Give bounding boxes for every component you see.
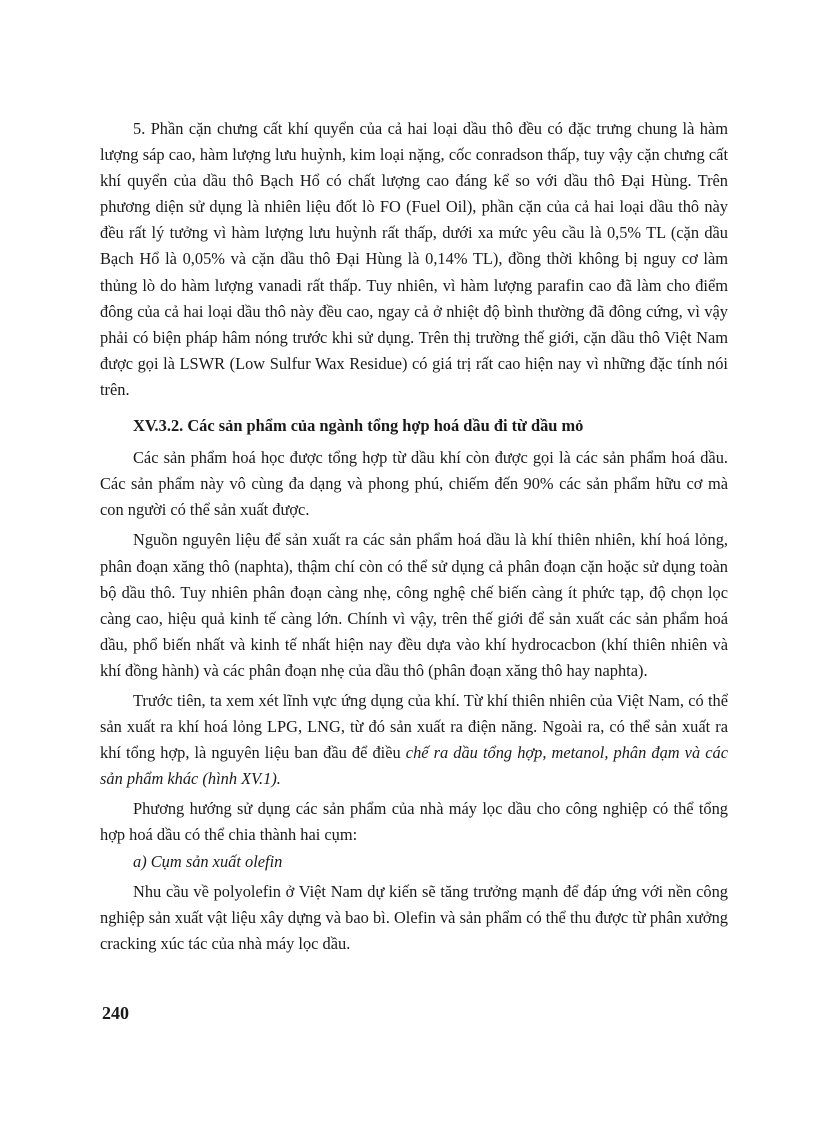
- paragraph-gas: [100, 688, 728, 792]
- subheading-olefin: a) Cụm sản xuất olefin: [133, 851, 283, 871]
- paragraph-direction: Phương hướng sử dụng các sản phẩm của nhà máy lọc dầu cho công nghiệp có thể tổng hợp hoá dầu có thể chia thành hai cụm:: [100, 799, 728, 845]
- paragraph-olefin: Nhu cầu về polyolefin ở Việt Nam dự kiến sẽ tăng trưởng mạnh để đáp ứng với nền công nghiệp sản xuất vật liệu xây dựng và bao bì. Olefin và sản phẩm có thể thu được từ phân xưởng cracking xúc tác của nhà máy lọc dầu.: [100, 881, 728, 953]
- paragraph-products: Các sản phẩm hoá học được tổng hợp từ dầu khí còn được gọi là các sản phẩm hoá dầu. Các sản phẩm này vô cùng đa dạng và phong phú, chiếm đến 90% các sản phẩm hữu cơ mà con người có thể sản xuất được.: [100, 448, 728, 520]
- paragraph-gas-text: Trước tiên, ta xem xét lĩnh vực ứng dụng của khí. Từ khí thiên nhiên của Việt Nam, có thể sản xuất ra khí hoá lỏng LPG, LNG, từ đó sản xuất ra điện năng. Ngoài ra, có thể sản xuất ra khí tổng hợp, là nguyên liệu ban đầu để điều: [100, 690, 728, 763]
- paragraph-gas-italic: chế ra dầu tổng hợp, metanol, phân đạm và các sản phẩm khác (hình XV.1).: [100, 743, 728, 789]
- page-number: 240: [102, 1003, 129, 1023]
- paragraph-sources: Nguồn nguyên liệu để sản xuất ra các sản phẩm hoá dầu là khí thiên nhiên, khí hoá lỏng, phân đoạn xăng thô (naphta), thậm chí còn có thể sử dụng cả phân đoạn cặn hoặc sử dụng toàn bộ dầu thô. Tuy nhiên phân đoạn càng nhẹ, công nghệ chế biến càng ít phức tạp, độ chọn lọc càng cao, hiệu quả kinh tế càng lớn. Chính vì vậy, trên thế giới để sản xuất các sản phẩm hoá dầu, phổ biến nhất và kinh tế nhất hiện nay đều dựa vào khí hydrocacbon (khí thiên nhiên và khí đồng hành) và các phân đoạn nhẹ của dầu thô (phân đoạn xăng thô hay naphta).: [100, 530, 728, 680]
- paragraph-residue: 5. Phần cặn chưng cất khí quyển của cả hai loại dầu thô đều có đặc trưng chung là hàm lượng sáp cao, hàm lượng lưu huỳnh, kim loại nặng, cốc conradson thấp, tuy vậy cặn chưng cất khí quyển của dầu thô Bạch Hổ có chất lượng cao đáng kể so với dầu thô Đại Hùng. Trên phương diện sử dụng là nhiên liệu đốt lò FO (Fuel Oil), phần cặn của cả hai loại dầu thô này đều rất lý tưởng vì hàm lượng lưu huỳnh rất thấp, dưới xa mức yêu cầu là 0,5% TL (cặn dầu Bạch Hổ là 0,05% và cặn dầu thô Đại Hùng là 0,14% TL), đồng thời không bị nguy cơ làm thủng lò do hàm lượng vanadi rất thấp. Tuy nhiên, vì hàm lượng parafin cao đã làm cho điểm đông của cả hai loại dầu thô này đều cao, ngay cả ở nhiệt độ bình thường đã đông cứng, vì vậy phải có biện pháp hâm nóng trước khi sử dụng. Trên thị trường thế giới, cặn dầu thô Việt Nam được gọi là LSWR (Low Sulfur Wax Residue) có giá trị rất cao hiện nay vì những đặc tính nói trên.: [100, 119, 728, 399]
- page-body: [100, 116, 728, 957]
- section-heading: XV.3.2. Các sản phẩm của ngành tổng hợp hoá dầu đi từ dầu mỏ: [133, 416, 584, 436]
